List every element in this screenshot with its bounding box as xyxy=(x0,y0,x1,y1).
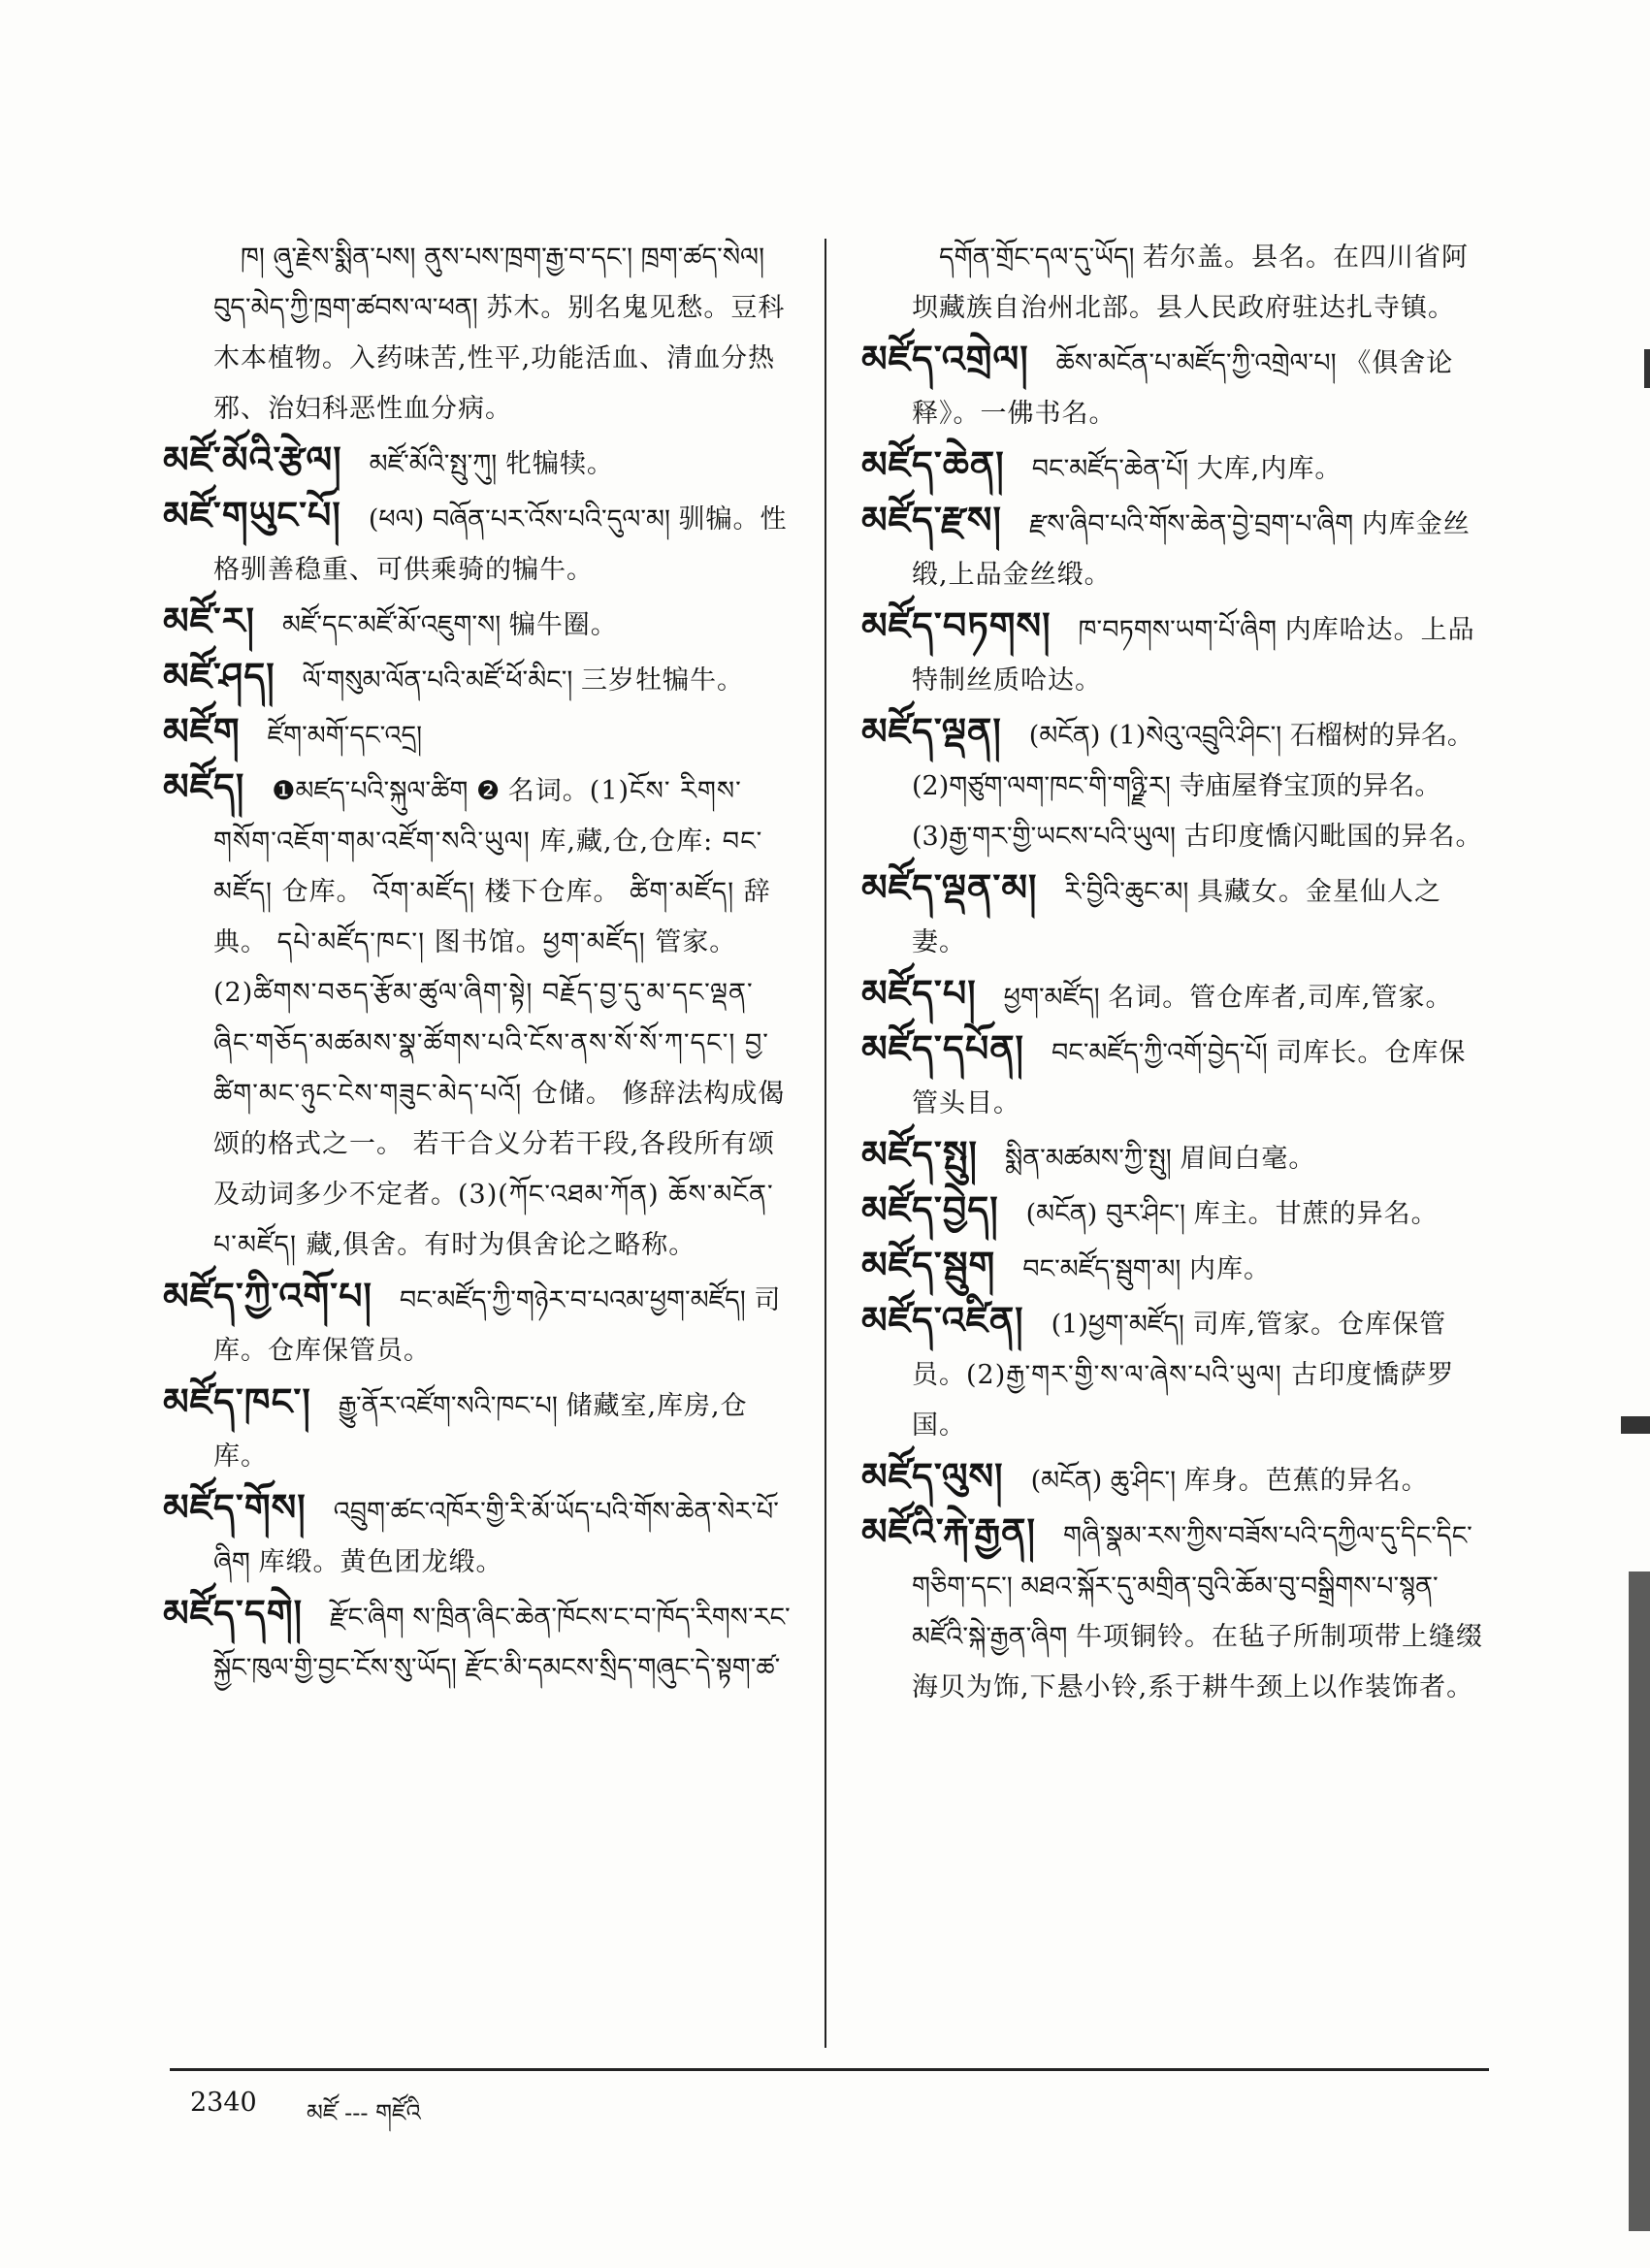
dictionary-entry xyxy=(861,1023,1492,1129)
dictionary-entry xyxy=(861,1295,1492,1451)
dictionary-entry xyxy=(861,600,1492,706)
scan-artifact xyxy=(1629,1571,1650,2231)
entry-headword: མཛོད་བཏགས། xyxy=(861,603,1051,647)
entry-headword: མཛོད་གོས། xyxy=(163,1485,307,1529)
entry-tibetan-definition: རྫོང་ཞིག ས་ཁྲིན་ཞིང་ཆེན་ཁོངས་ང་བ་ཁོད་རིགས་རང་སྐྱོང་ཁུལ་གྱི་བྱང་ངོས་སུ་ཡོད། རྫོང་མི་དམངས་སྲིད་གཞུང་དེ་སྟག་ཚ་ xyxy=(213,1603,791,1683)
entry-headword: མཛོད་ལྡན་མ། xyxy=(861,865,1038,909)
entry-tibetan-definition: ལོ་གསུམ་ལོན་པའི་མཛོ་ཕོ་མིང་། xyxy=(302,665,573,696)
dictionary-entry xyxy=(861,1184,1492,1240)
entry-tibetan-definition: བང་མཛོད་ཀྱི་འགོ་བྱེད་པོ། xyxy=(1051,1038,1268,1068)
entry-tibetan-definition: (མངོན) བུར་ཤིང་། xyxy=(1025,1199,1186,1229)
entry-chinese-definition: 犏牛圈。 xyxy=(508,610,618,640)
entry-headword: མཛོད་ཁང་། xyxy=(163,1379,311,1423)
dictionary-entry xyxy=(163,651,793,706)
entry-headword: མཛོད་འཛིན། xyxy=(861,1298,1024,1342)
entry-headword: མཛོད་ཀྱི་འགོ་པ། xyxy=(163,1274,372,1317)
dictionary-entry xyxy=(861,439,1492,495)
entry-headword: མཛོག xyxy=(163,709,241,753)
entry-chinese-definition: 库身。芭蕉的异名。 xyxy=(1183,1466,1429,1496)
dictionary-entry xyxy=(861,706,1492,862)
dictionary-entry xyxy=(163,596,793,651)
entry-headword: མཛོ་གཡུང་པོ། xyxy=(163,493,341,536)
entry-headword: མཛོད་འགྲེལ། xyxy=(861,337,1029,380)
entry-tibetan-definition: སྨིན་མཚམས་ཀྱི་སྤུ། xyxy=(1004,1144,1172,1174)
entry-chinese-definition: 储藏室,库房,仓库。 xyxy=(213,1391,748,1472)
dictionary-entry xyxy=(163,228,793,435)
footer-rule xyxy=(170,2068,1489,2071)
entry-tibetan-definition: ཆོས་མངོན་པ་མཛོད་ཀྱི་འགྲེལ་པ། xyxy=(1055,348,1337,378)
dictionary-entry xyxy=(861,862,1492,968)
entry-headword: མཛོའི་རྐེ་རྒྱན། xyxy=(861,1509,1036,1553)
entry-tibetan-definition: (ཕལ) བཞོན་པར་འོས་པའི་དུལ་མ། xyxy=(368,504,670,535)
entry-tibetan-definition: (1)ཕྱག་མཛོད། xyxy=(1051,1310,1184,1340)
entry-headword: མཛོད། xyxy=(163,764,245,808)
entry-chinese-definition: 牛项铜铃。在毡子所制项带上缝缀海贝为饰,下悬小铃,系于耕牛颈上以作装饰者。 xyxy=(912,1622,1484,1702)
entry-headword: མཛོད་ཆེན། xyxy=(861,442,1005,486)
entry-tibetan-definition: ❶མཛད་པའི་སྐུལ་ཚིག ❷ xyxy=(272,776,501,806)
entry-tibetan-definition: གཞི་སྣམ་རས་ཀྱིས་བཟོས་པའི་དཀྱིལ་དུ་དིང་དིང་གཅིག་དང་། མཐའ་སྐོར་དུ་མགྲིན་བུའི་ཆོམ་བུ་བསྒྲིགས་པ་སྙན་མཛོའི་སྐེ་རྒྱན་ཞིག xyxy=(912,1521,1472,1652)
running-head: མཛོ --- གཛོའི xyxy=(307,2099,421,2126)
dictionary-entry xyxy=(861,1240,1492,1295)
entry-headword: མཛོ་ཤད། xyxy=(163,654,275,697)
entry-tibetan-definition: ཁ། ཞུ་རྗེས་སྨིན་པས། ནུས་པས་ཁྲག་རྒྱ་བ་དང་། ཁྲག་ཚད་སེལ། བུད་མེད་ཀྱི་ཁྲག་ཚབས་ལ་ཕན། xyxy=(213,243,765,323)
entry-chinese-definition: 内库。 xyxy=(1188,1254,1271,1284)
entry-tibetan-definition: བང་མཛོད་ཀྱི་གཉེར་བ་པའམ་ཕྱག་མཛོད། xyxy=(399,1285,746,1315)
right-column xyxy=(861,228,1492,1713)
page-number: 2340 xyxy=(190,2088,257,2118)
dictionary-entry xyxy=(861,228,1492,334)
entry-chinese-definition: 名词。管仓库者,司库,管家。 xyxy=(1108,983,1453,1013)
entry-chinese-definition: 名词。(1)ངོས་ རིགས་གསོག་འཇོག་གམ་འཛོག་སའི་ཡུལ། 库,藏,仓,仓库: བང་མཛོད། 仓库。 འོག་མཛོད། 楼下仓库。 ཚིག་མཛོད། 辞典。 དཔེ་མཛོད་ཁང་། 图书馆。ཕྱག་མཛོད། 管家。(2)ཚིགས་བཅད་རྩོམ་ཚུལ་ཞིག་སྟེ། བརྗོད་བྱ་དུ་མ་དང་ལྡན་ཞིང་གཅོད་མཚམས་སྣ་ཚོགས་པའི་ངོས་ནས་སོ་སོ་ཀ་དང་། བྱ་ཚིག་མང་ཉུང་ངེས་གཟུང་མེད་པའོ། 仓储。 修辞法构成偈颂的格式之一。 若干合义分若干段,各段所有颂及动词多少不定者。(3)(ཀོང་འཐམ་ཀོན) ཆོས་མངོན་པ་མཛོད། 藏,俱舍。有时为俱舍论之略称。 xyxy=(213,776,786,1260)
entry-chinese-definition: 《俱舍论释》。一佛书名。 xyxy=(912,348,1454,429)
entry-tibetan-definition: ཛོག་མགོ་དང་འདྲ། xyxy=(267,721,423,751)
dictionary-entry xyxy=(861,495,1492,600)
entry-tibetan-definition: བང་མཛོད་སྦུག་མ། xyxy=(1022,1254,1181,1284)
entry-chinese-definition: 具藏女。金星仙人之妻。 xyxy=(912,877,1441,957)
dictionary-entry xyxy=(861,1507,1492,1713)
entry-tibetan-definition: རྫས་ཞིབ་པའི་གོས་ཆེན་བྱེ་བྲག་པ་ཞིག xyxy=(1028,509,1354,539)
entry-chinese-definition: 库主。甘蔗的异名。 xyxy=(1193,1199,1439,1229)
scan-artifact xyxy=(1621,1416,1650,1434)
dictionary-entry xyxy=(861,968,1492,1023)
dictionary-entry xyxy=(163,1271,793,1377)
entry-headword: མཛོད་པ། xyxy=(861,971,977,1015)
entry-chinese-definition: 司库,管家。仓库保管员。(2)རྒྱ་གར་གྱི་ས་ལ་ཞེས་པའི་ཡུལ། 古印度憍萨罗国。 xyxy=(912,1310,1455,1441)
entry-headword: མཛོད་དཔོན། xyxy=(861,1026,1024,1070)
column-divider xyxy=(825,239,826,2048)
dictionary-entry xyxy=(861,334,1492,439)
dictionary-entry xyxy=(163,490,793,596)
entry-chinese-definition: 内库金丝缎,上品金丝缎。 xyxy=(912,509,1471,590)
dictionary-entry xyxy=(861,1451,1492,1507)
entry-tibetan-definition: དགོན་གྲོང་དལ་དུ་ཡོད། xyxy=(939,243,1135,273)
entry-headword: མཛོད་བྱེད། xyxy=(861,1187,999,1231)
entry-chinese-definition: 司库。仓库保管员。 xyxy=(213,1285,782,1366)
entry-chinese-definition: 司库长。仓库保管头目。 xyxy=(912,1038,1467,1118)
entry-headword: མཛོད་རྫས། xyxy=(861,498,1002,541)
entry-chinese-definition: 若尔盖。县名。在四川省阿坝藏族自治州北部。县人民政府驻达扎寺镇。 xyxy=(912,243,1470,323)
dictionary-entry xyxy=(163,435,793,490)
entry-headword: མཛོད་སྦུག xyxy=(861,1243,996,1286)
dictionary-entry xyxy=(163,1588,793,1694)
entry-tibetan-definition: ཁ་བཏགས་ཡག་པོ་ཞིག xyxy=(1078,615,1278,645)
entry-tibetan-definition: འབྲུག་ཚང་འཁོར་གྱི་རི་མོ་ཡོད་པའི་གོས་ཆེན་སེར་པོ་ཞིག xyxy=(213,1497,779,1577)
left-column xyxy=(163,228,793,1694)
entry-chinese-definition: 大库,内库。 xyxy=(1196,454,1343,484)
entry-headword: མཛོ་ར། xyxy=(163,599,255,642)
entry-tibetan-definition: རི་བྱིའི་ཆུང་མ། xyxy=(1064,877,1189,907)
entry-tibetan-definition: མཛོ་མོའི་སྤུ་ཀུ། xyxy=(369,449,498,479)
entry-headword: མཛོད་ལྡན། xyxy=(861,709,1002,753)
entry-chinese-definition: 库缎。黄色团龙缎。 xyxy=(258,1547,503,1577)
entry-chinese-definition: 牝犏犊。 xyxy=(504,449,614,479)
entry-headword: མཛོ་མོའི་རྩེལ། xyxy=(163,437,342,481)
entry-chinese-definition: 苏木。别名鬼见愁。豆科木本植物。入药味苦,性平,功能活血、清血分热邪、治妇科恶性血分病。 xyxy=(213,293,786,424)
dictionary-entry xyxy=(163,1377,793,1482)
dictionary-entry xyxy=(163,1482,793,1588)
entry-tibetan-definition: (མངོན) (1)སེའུ་འབྲུའི་ཤིང་། 石榴树的异名。(2)གཙུག་ལག་ཁང་གི་གཉྫི་ར། 寺庙屋脊宝顶的异名。(3)རྒྱ་གར་གྱི་ཡངས་པའི་ཡུལ། xyxy=(912,721,1473,852)
entry-chinese-definition: 古印度憍闪毗国的异名。 xyxy=(1183,822,1483,852)
entry-tibetan-definition: (མངོན) ཆུ་ཤིང་། xyxy=(1030,1466,1177,1496)
entry-headword: མཛོད་དགེ། xyxy=(163,1591,304,1635)
scan-artifact xyxy=(1644,349,1650,388)
dictionary-entry xyxy=(861,1129,1492,1184)
entry-chinese-definition: 眉间白毫。 xyxy=(1180,1144,1316,1174)
entry-headword: མཛོད་ལུས། xyxy=(861,1454,1004,1498)
dictionary-entry xyxy=(163,706,793,761)
entry-tibetan-definition: ཕྱག་མཛོད། xyxy=(1003,983,1100,1013)
entry-tibetan-definition: རྒྱུ་ནོར་འཛོག་སའི་ཁང་པ། xyxy=(338,1391,558,1421)
entry-tibetan-definition: བང་མཛོད་ཆེན་པོ། xyxy=(1031,454,1189,484)
entry-chinese-definition: 内库哈达。上品特制丝质哈达。 xyxy=(912,615,1475,696)
dictionary-entry xyxy=(163,761,793,1271)
entry-headword: མཛོད་སྤུ། xyxy=(861,1132,978,1176)
entry-tibetan-definition: མཛོ་དང་མཛོ་མོ་འཇུག་ས། xyxy=(281,610,501,640)
entry-chinese-definition: 三岁牡犏牛。 xyxy=(581,665,745,696)
entry-chinese-definition: 驯犏。性格驯善稳重、可供乘骑的犏牛。 xyxy=(213,504,788,585)
